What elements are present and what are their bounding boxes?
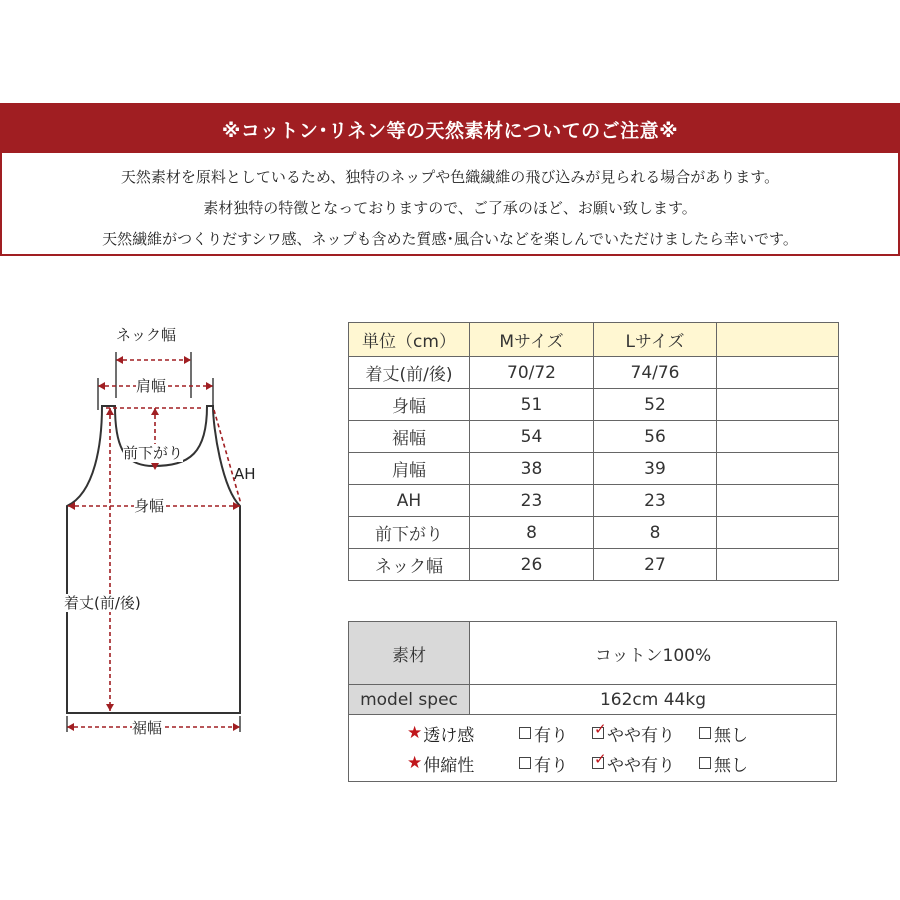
material-label: 素材 <box>349 622 470 685</box>
notice-line: 素材独特の特徴となっておりますので、ご了承のほど、お願い致します。 <box>203 199 697 217</box>
cell-empty <box>717 517 839 549</box>
row-label: 着丈(前/後) <box>349 357 470 389</box>
cell-m: 51 <box>470 389 594 421</box>
notice-body <box>2 153 898 255</box>
cell-l: 23 <box>594 485 717 517</box>
cell-l: 8 <box>594 517 717 549</box>
checkbox-icon <box>519 727 531 739</box>
body-width-label: 身幅 <box>134 497 165 515</box>
cell-m: 26 <box>470 549 594 581</box>
option-none: 無し <box>699 751 748 776</box>
length-label: 着丈(前/後) <box>64 594 141 612</box>
notice-line: 天然素材を原料としているため、独特のネップや色織繊維の飛び込みが見られる場合があります。 <box>120 168 780 186</box>
row-label: 身幅 <box>349 389 470 421</box>
material-table <box>348 621 837 782</box>
star-icon: ★ <box>407 723 423 743</box>
cell-l: 39 <box>594 453 717 485</box>
attributes-cell <box>349 715 837 782</box>
model-spec-row <box>349 685 837 715</box>
attribute-transparency <box>349 718 836 748</box>
table-row <box>349 453 839 485</box>
check-mark-icon: ✓ <box>594 720 607 738</box>
checkbox-icon <box>519 757 531 769</box>
cell-l: 56 <box>594 421 717 453</box>
cell-l: 52 <box>594 389 717 421</box>
cell-m: 8 <box>470 517 594 549</box>
tank-top-outline <box>50 318 290 748</box>
material-value: コットン100% <box>470 622 837 685</box>
table-row <box>349 357 839 389</box>
cell-empty <box>717 549 839 581</box>
empty-header <box>717 323 839 357</box>
armhole-line <box>214 410 241 504</box>
notice-title: ※コットン･リネン等の天然素材についてのご注意※ <box>2 105 898 153</box>
option-yes: 有り <box>519 751 568 776</box>
cell-empty <box>717 389 839 421</box>
check-mark-icon: ✓ <box>594 750 607 768</box>
attribute-name: 透け感 <box>423 725 475 746</box>
row-label: 肩幅 <box>349 453 470 485</box>
model-spec-value: 162cm 44kg <box>470 685 837 715</box>
notice-line: 天然繊維がつくりだすシワ感、ネップも含めた質感･風合いなどを楽しんでいただけましたら幸いです。 <box>102 230 798 248</box>
model-spec-label: model spec <box>349 685 470 715</box>
material-row <box>349 622 837 685</box>
table-row <box>349 485 839 517</box>
option-yes: 有り <box>519 721 568 746</box>
option-slightly: ✓ やや有り <box>594 720 675 746</box>
notice-box <box>0 103 900 256</box>
checkbox-icon <box>592 720 607 739</box>
checkbox-icon <box>699 727 711 739</box>
cell-l: 74/76 <box>594 357 717 389</box>
attributes-row <box>349 715 837 782</box>
row-label: AH <box>349 485 470 517</box>
checkbox-icon <box>699 757 711 769</box>
cell-empty <box>717 453 839 485</box>
cell-empty <box>717 421 839 453</box>
row-label: ネック幅 <box>349 549 470 581</box>
cell-m: 23 <box>470 485 594 517</box>
option-none: 無し <box>699 721 748 746</box>
cell-empty <box>717 485 839 517</box>
shoulder-width-label: 肩幅 <box>136 377 167 395</box>
cell-m: 70/72 <box>470 357 594 389</box>
attribute-name: 伸縮性 <box>423 755 475 776</box>
size-l-header: Lサイズ <box>594 323 717 357</box>
cell-m: 54 <box>470 421 594 453</box>
front-drop-label: 前下がり <box>123 444 184 462</box>
unit-header: 単位（cm） <box>349 323 470 357</box>
table-row <box>349 389 839 421</box>
table-row <box>349 549 839 581</box>
row-label: 裾幅 <box>349 421 470 453</box>
garment-diagram <box>50 318 290 748</box>
size-table <box>348 322 839 581</box>
armhole-label: AH <box>234 465 256 483</box>
star-icon: ★ <box>407 753 423 773</box>
neck-width-label: ネック幅 <box>116 326 177 344</box>
cell-l: 27 <box>594 549 717 581</box>
table-row <box>349 517 839 549</box>
hem-width-label: 裾幅 <box>132 719 163 737</box>
row-label: 前下がり <box>349 517 470 549</box>
cell-empty <box>717 357 839 389</box>
checkbox-icon <box>592 750 607 769</box>
attribute-stretch <box>349 748 836 778</box>
size-table-header <box>349 323 839 357</box>
size-m-header: Mサイズ <box>470 323 594 357</box>
option-slightly: ✓ やや有り <box>594 750 675 776</box>
table-row <box>349 421 839 453</box>
cell-m: 38 <box>470 453 594 485</box>
